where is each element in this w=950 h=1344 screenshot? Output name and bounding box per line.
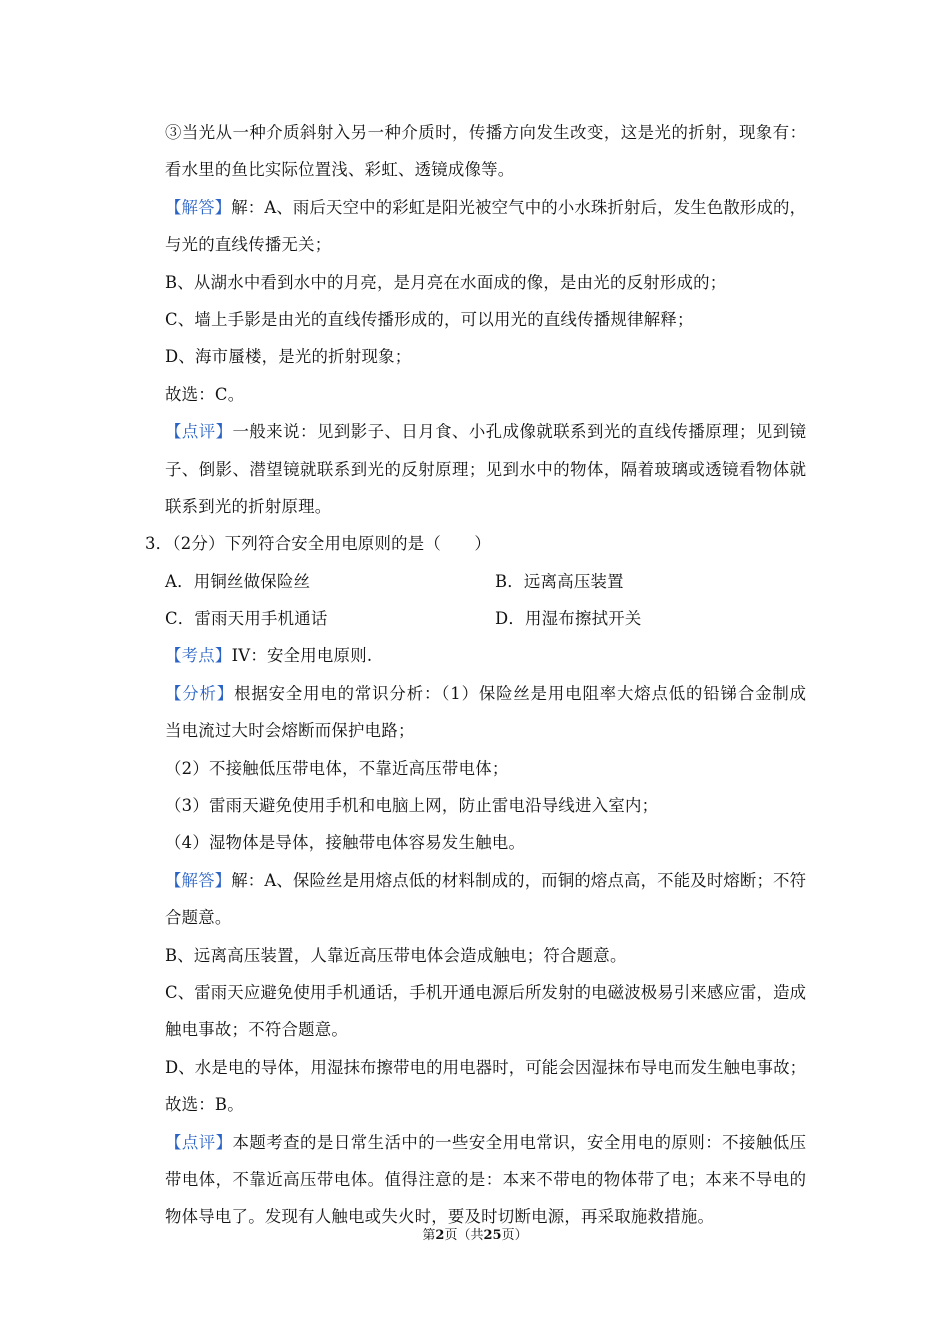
answer-line: 故选：B。 xyxy=(165,1095,244,1115)
knowledge-text: IV：安全用电原则. xyxy=(231,646,373,666)
answer-line: D、海市蜃楼，是光的折射现象； xyxy=(165,347,412,367)
text-line: ③当光从一种介质斜射入另一种介质时，传播方向发生改变，这是光的折射，现象有： xyxy=(165,123,806,142)
answer-label: 【解答】 xyxy=(165,870,232,890)
answer-text: 解：A、保险丝是用熔点低的材料制成的，而铜的熔点高，不能及时熔断；不符 xyxy=(231,870,806,890)
document-body xyxy=(145,114,806,1236)
answer-line: 故选：C。 xyxy=(165,384,245,404)
knowledge-line xyxy=(165,637,806,674)
footer-middle: 页（共 xyxy=(444,1228,484,1243)
answer-line: B、远离高压装置，人靠近高压带电体会造成触电；符合题意。 xyxy=(165,945,627,965)
analysis-line: （4）湿物体是导体，接触带电体容易发生触电。 xyxy=(165,833,526,853)
answer-text: 解：A、雨后天空中的彩虹是阳光被空气中的小水珠折射后，发生色散形成的， xyxy=(231,197,806,217)
options-row xyxy=(165,600,806,637)
analysis-line: （3）雷雨天避免使用手机和电脑上网，防止雷电沿导线进入室内； xyxy=(165,796,659,816)
comment-line: 联系到光的折射原理。 xyxy=(165,496,332,516)
options-row xyxy=(165,563,806,600)
answer-line: B、从湖水中看到水中的月亮，是月亮在水面成的像，是由光的反射形成的； xyxy=(165,272,727,292)
comment-line: 物体导电了。发现有人触电或失火时，要及时切断电源，再采取施救措施。 xyxy=(165,1207,715,1227)
answer-line xyxy=(165,862,806,899)
footer-suffix: 页） xyxy=(501,1228,528,1243)
comment-text: 一般来说：见到影子、日月食、小孔成像就联系到光的直线传播原理；见到镜 xyxy=(232,422,806,442)
comment-line: 子、倒影、潜望镜就联系到光的反射原理；见到水中的物体，隔着玻璃或透镜看物体就 xyxy=(165,459,806,479)
option-b: B．远离高压装置 xyxy=(495,571,624,591)
answer-line: 合题意。 xyxy=(165,908,232,928)
comment-line xyxy=(165,1124,806,1161)
comment-label: 【点评】 xyxy=(165,422,233,442)
analysis-line xyxy=(165,675,806,712)
analysis-line: （2）不接触低压带电体，不靠近高压带电体； xyxy=(165,758,509,778)
answer-line: 与光的直线传播无关； xyxy=(165,235,332,255)
question-stem: 3．（2分）下列符合安全用电原则的是（ ） xyxy=(145,534,491,554)
comment-line: 带电体，不靠近高压带电体。值得注意的是：本来不带电的物体带了电；本来不导电的 xyxy=(165,1169,806,1189)
footer-total-pages: 25 xyxy=(483,1228,502,1243)
analysis-label: 【分析】 xyxy=(165,683,235,703)
page-footer xyxy=(0,1227,950,1245)
analysis-line: 当电流过大时会熔断而保护电路； xyxy=(165,721,415,741)
answer-line: D、水是电的导体，用湿抹布擦带电的用电器时，可能会因湿抹布导电而发生触电事故； xyxy=(165,1057,806,1077)
answer-label: 【解答】 xyxy=(165,197,232,217)
footer-page-number: 2 xyxy=(435,1228,445,1243)
answer-line: C、雷雨天应避免使用手机通话，手机开通电源后所发射的电磁波极易引来感应雷，造成 xyxy=(165,982,806,1002)
option-c: C．雷雨天用手机通话 xyxy=(165,609,328,629)
knowledge-label: 【考点】 xyxy=(165,646,232,666)
answer-line xyxy=(165,189,806,226)
answer-line: 触电事故；不符合题意。 xyxy=(165,1020,349,1040)
comment-text: 本题考查的是日常生活中的一些安全用电常识，安全用电的原则：不接触低压 xyxy=(232,1132,806,1152)
option-d: D．用湿布擦拭开关 xyxy=(495,609,642,629)
text-line: 看水里的鱼比实际位置浅、彩虹、透镜成像等。 xyxy=(165,160,515,180)
comment-label: 【点评】 xyxy=(165,1132,233,1152)
analysis-text: 根据安全用电的常识分析：（1）保险丝是用电阻率大熔点低的铅锑合金制成 xyxy=(234,683,806,703)
option-a: A．用铜丝做保险丝 xyxy=(165,571,311,591)
footer-prefix: 第 xyxy=(422,1228,436,1243)
comment-line xyxy=(165,413,806,450)
answer-line: C、墙上手影是由光的直线传播形成的，可以用光的直线传播规律解释； xyxy=(165,309,694,329)
